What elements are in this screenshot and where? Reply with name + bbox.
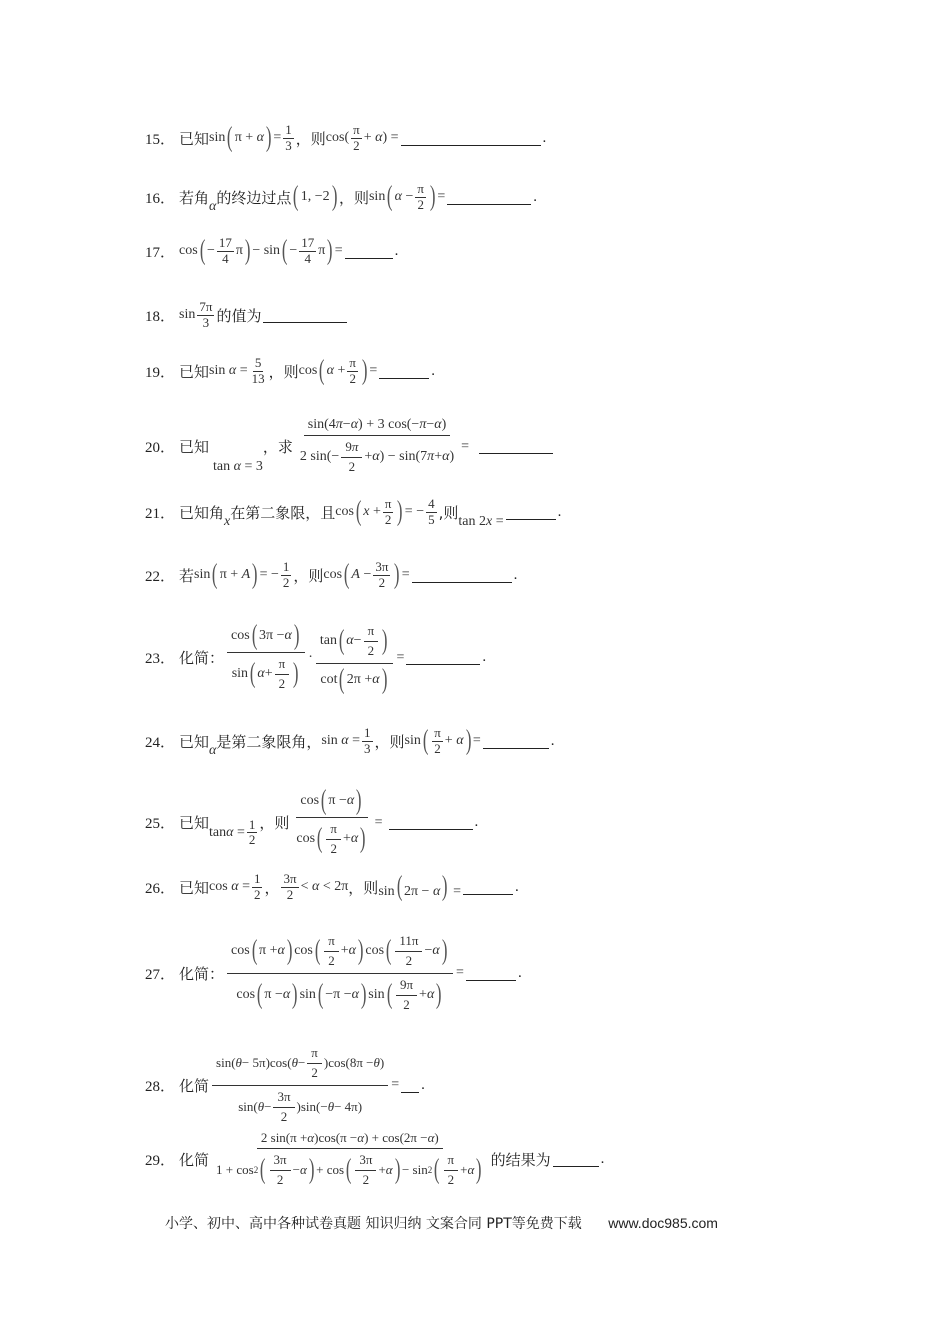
question-number: 25． xyxy=(145,816,176,833)
answer-blank[interactable] xyxy=(506,505,556,520)
question-text: . xyxy=(431,362,435,379)
question-text: . xyxy=(542,129,547,146)
question-number: 22． xyxy=(145,568,176,585)
question-text: 化简 xyxy=(179,1076,210,1095)
question-22: 22． 若 sin ( π + A ) = − $\frac{1}{2}$ ，则 cos ( A − $\frac{3\pi}{2}$ ) = . xyxy=(145,559,518,591)
question-text: ,则 xyxy=(438,503,459,522)
question-number: 23． xyxy=(145,651,176,668)
answer-blank[interactable] xyxy=(447,190,531,205)
question-number: 28． xyxy=(145,1078,176,1095)
answer-blank[interactable] xyxy=(345,244,393,259)
math-expression: sin xyxy=(209,130,226,146)
answer-blank[interactable] xyxy=(263,308,347,323)
page-footer xyxy=(165,1213,718,1233)
question-text: . xyxy=(394,242,399,259)
math-variable: α xyxy=(209,743,217,759)
question-number: 26． xyxy=(145,880,176,897)
question-text: 已知 xyxy=(179,438,210,457)
question-text: 化简： xyxy=(179,649,225,668)
answer-blank[interactable] xyxy=(483,734,549,749)
question-text: ，求 xyxy=(262,438,293,457)
question-text: 化简 xyxy=(179,1151,210,1170)
question-text: 已知 xyxy=(179,362,210,381)
question-16: 16． 若角 α 的终边过点 ( 1, −2 ) ，则 sin ( α − $\frac{\pi}{2}$ ) = . xyxy=(145,181,537,215)
question-text: 是第二象限角， xyxy=(216,732,322,751)
question-text: . xyxy=(482,649,487,666)
question-text: 的值为 xyxy=(216,306,262,325)
question-text: 已知 xyxy=(179,878,210,897)
answer-blank[interactable] xyxy=(389,815,473,830)
question-text: 若角 xyxy=(179,188,210,207)
question-text: ，则 xyxy=(348,878,379,897)
question-text: . xyxy=(517,964,522,981)
question-text: 已知 xyxy=(179,814,210,833)
question-number: 29． xyxy=(145,1153,176,1170)
answer-blank[interactable] xyxy=(463,880,513,895)
question-26: 26． 已知 cos α = $\frac{1}{2}$ ， $\frac{3\pi}{2}$ < α < 2π ，则 sin( 2π − α) = . xyxy=(145,871,519,903)
question-text: 的结果为 xyxy=(490,1151,551,1170)
question-28: 28． 化简 sin( θ − 5π)cos( θ − $\frac{\pi}{2}$ )cos(8π − θ ) sin( θ − $\frac{3\pi}{2}$ )sin(− θ − 4π) = . xyxy=(145,1042,425,1129)
answer-blank[interactable] xyxy=(401,131,541,146)
question-text: . xyxy=(515,878,519,895)
question-text: 已知 xyxy=(179,129,210,148)
question-19: 19． 已知 sin α = $\frac{5}{13}$ ，则 cos ( α + $\frac{\pi}{2}$ ) = . xyxy=(145,355,435,387)
question-text: ，则 xyxy=(259,814,290,833)
question-18: 18． sin $\frac{7\pi}{3}$ 的值为 xyxy=(145,300,349,331)
question-number: 15． xyxy=(145,131,176,148)
question-text: . xyxy=(533,188,537,205)
question-text: ，则 xyxy=(293,566,324,585)
footer-link[interactable]: www.doc985.com xyxy=(608,1215,718,1231)
question-15: 15． 已知 sin ( π + α ) = $\frac{1}{3}$ ，则 cos( $\frac{\pi}{2}$ + α) = . xyxy=(145,122,547,154)
question-27: 27． 化简： cos ( π + α ) cos ( $\frac{\pi}{2}$ + α ) cos ( $\frac{11\pi}{2}$ − α ) cos ( π − α ) sin ( −π − α ) sin ( $\frac{9\pi}{2}$ + α ) = . xyxy=(145,930,522,1017)
question-24: 24． 已知 α 是第二象限角， sin α = $\frac{1}{3}$ ，则 sin ( $\frac{\pi}{2}$ + α ) = . xyxy=(145,725,555,759)
math-variable: x xyxy=(224,514,231,530)
question-17: 17． cos ( − $\frac{17}{4}$ π ) − sin ( − $\frac{17}{4}$ π ) = . xyxy=(145,235,399,267)
question-text: . xyxy=(557,503,562,520)
question-number: 27． xyxy=(145,966,176,983)
question-text: 已知 xyxy=(179,732,210,751)
answer-blank[interactable] xyxy=(412,568,512,583)
question-text: 在第二象限，且 xyxy=(230,503,336,522)
answer-blank[interactable] xyxy=(479,439,553,454)
question-text: . xyxy=(421,1076,425,1093)
question-number: 24． xyxy=(145,734,176,751)
question-text: ，则 xyxy=(295,129,326,148)
question-25: 25． 已知 tanα = $\frac{1}{2}$ ，则 cos ( π − α ) cos ( $\frac{\pi}{2}$ + α ) = . xyxy=(145,785,479,856)
question-number: 16． xyxy=(145,190,176,207)
question-23: 23． 化简： cos ( 3π − α ) sin ( α + $\frac{\pi}{2}$ ) · tan ( α − $\frac{\pi}{2}$ ) cot ( 2π + α ) = . xyxy=(145,620,487,695)
question-number: 21． xyxy=(145,505,176,522)
answer-blank[interactable] xyxy=(401,1078,419,1093)
question-text: . xyxy=(513,566,518,583)
answer-blank[interactable] xyxy=(466,966,516,981)
question-21: 21． 已知角 x 在第二象限，且 cos ( x + $\frac{\pi}{2}$ ) = − $\frac{4}{5}$ ,则 tan 2x = . xyxy=(145,496,562,530)
question-text: 已知角 xyxy=(179,503,225,522)
question-text: ，则 xyxy=(374,732,405,751)
footer-text: 小学、初中、高中各种试卷真题 知识归纳 文案合同 PPT等免费下载 xyxy=(165,1216,582,1232)
question-20: 20． 已知 tan α = 3 ，求 sin(4 π − α ) + 3 cos(− π − α ) 2 sin(− 9 π 2 + α ) − sin(7 π + α ) = xyxy=(145,415,555,479)
question-number: 18． xyxy=(145,308,176,325)
question-text: . xyxy=(550,732,555,749)
question-text: 的终边过点 xyxy=(216,188,292,207)
question-29: 29． 化简 2 sin(π + α )cos(π − α ) + cos(2π − α ) 1 + cos 2 ( $\frac{3\pi}{2}$ − α ) + cos ( $\frac{3\pi}{2}$ + α ) − sin 2 ( $\frac{\pi}{2}$ + α ) 的结果为 . xyxy=(145,1130,605,1187)
question-number: 19． xyxy=(145,364,176,381)
answer-blank[interactable] xyxy=(553,1152,599,1167)
question-text: . xyxy=(474,814,479,831)
question-text: . xyxy=(600,1151,605,1168)
question-number: 20． xyxy=(145,440,176,457)
question-text: ， xyxy=(264,878,280,897)
question-text: 若 xyxy=(179,566,195,585)
question-text: ，则 xyxy=(268,362,299,381)
question-number: 17． xyxy=(145,244,176,261)
question-text: 化简： xyxy=(179,964,225,983)
answer-blank[interactable] xyxy=(379,364,429,379)
answer-blank[interactable] xyxy=(406,650,480,665)
question-text: ，则 xyxy=(338,188,369,207)
math-variable: α xyxy=(209,199,217,215)
